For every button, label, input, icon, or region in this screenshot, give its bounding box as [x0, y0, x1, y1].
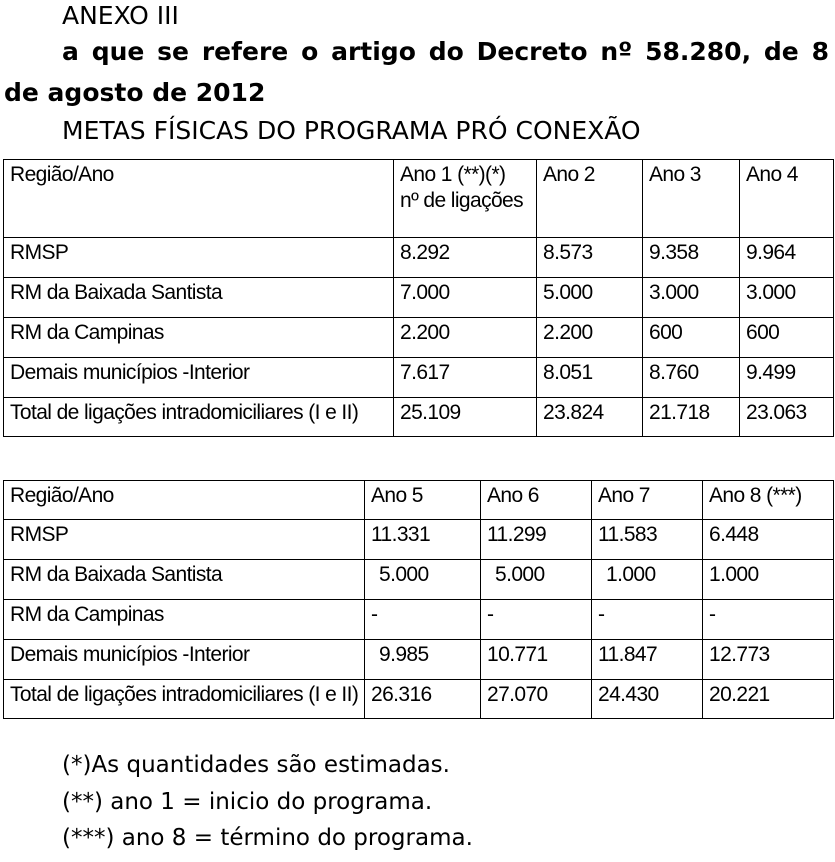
header-year-6: Ano 6 — [481, 481, 592, 520]
cell-year-7: 11.583 — [592, 520, 703, 560]
cell-year-3: 3.000 — [643, 278, 740, 318]
annex-title: ANEXO III — [62, 1, 179, 30]
header-year-2: Ano 2 — [537, 160, 643, 238]
table-row — [4, 600, 834, 640]
cell-year-4: 9.499 — [740, 358, 834, 398]
table-header-row — [4, 481, 834, 520]
row-region: Demais municípios -Interior — [4, 358, 394, 398]
row-region: RM da Baixada Santista — [4, 560, 365, 600]
footnote-program-start: (**) ano 1 = inicio do programa. — [62, 789, 433, 815]
cell-year-7: 24.430 — [592, 680, 703, 719]
cell-year-5: 26.316 — [365, 680, 481, 719]
decree-reference-line1: a que se refere o artigo do Decreto nº 58.280, de 8 — [62, 37, 829, 66]
cell-year-2: 8.573 — [537, 238, 643, 278]
row-region: RMSP — [4, 238, 394, 278]
cell-year-5: - — [365, 600, 481, 640]
header-year-1 — [394, 160, 537, 238]
cell-year-1: 7.000 — [394, 278, 537, 318]
row-region: Total de ligações intradomiciliares (I e II) — [4, 680, 365, 719]
cell-year-1: 2.200 — [394, 318, 537, 358]
header-year-8: Ano 8 (***) — [703, 481, 834, 520]
cell-year-8: 6.448 — [703, 520, 834, 560]
cell-year-1: 8.292 — [394, 238, 537, 278]
row-region: RM da Campinas — [4, 318, 394, 358]
cell-year-1: 7.617 — [394, 358, 537, 398]
header-year-4: Ano 4 — [740, 160, 834, 238]
row-region: RM da Campinas — [4, 600, 365, 640]
cell-year-3: 21.718 — [643, 398, 740, 437]
footnote-program-end: (***) ano 8 = término do programa. — [62, 825, 473, 851]
cell-year-3: 600 — [643, 318, 740, 358]
cell-year-7: 1.000 — [592, 560, 703, 600]
decree-reference-line2: de agosto de 2012 — [4, 78, 266, 107]
cell-year-2: 2.200 — [537, 318, 643, 358]
cell-year-1: 25.109 — [394, 398, 537, 437]
header-year-1-label: Ano 1 (**)(*) — [400, 163, 506, 186]
table-total-row — [4, 680, 834, 719]
cell-year-8: 1.000 — [703, 560, 834, 600]
table-row — [4, 318, 834, 358]
header-region: Região/Ano — [4, 160, 394, 238]
row-region: RM da Baixada Santista — [4, 278, 394, 318]
cell-year-6: 10.771 — [481, 640, 592, 680]
table-row — [4, 278, 834, 318]
cell-year-4: 23.063 — [740, 398, 834, 437]
table-row — [4, 520, 834, 560]
header-year-5: Ano 5 — [365, 481, 481, 520]
cell-year-5: 11.331 — [365, 520, 481, 560]
header-year-7: Ano 7 — [592, 481, 703, 520]
table-total-row — [4, 398, 834, 437]
cell-year-6: 11.299 — [481, 520, 592, 560]
cell-year-4: 3.000 — [740, 278, 834, 318]
goals-table-years-5-8 — [3, 480, 834, 719]
header-region: Região/Ano — [4, 481, 365, 520]
header-year-3: Ano 3 — [643, 160, 740, 238]
cell-year-8: - — [703, 600, 834, 640]
table-row — [4, 560, 834, 600]
table-row — [4, 358, 834, 398]
goals-table-years-1-4 — [3, 159, 834, 437]
cell-year-7: 11.847 — [592, 640, 703, 680]
cell-year-3: 8.760 — [643, 358, 740, 398]
header-year-1-sublabel: nº de ligações — [400, 189, 524, 212]
cell-year-6: 5.000 — [481, 560, 592, 600]
table-header-row — [4, 160, 834, 238]
cell-year-3: 9.358 — [643, 238, 740, 278]
cell-year-2: 8.051 — [537, 358, 643, 398]
cell-year-2: 23.824 — [537, 398, 643, 437]
cell-year-5: 5.000 — [365, 560, 481, 600]
cell-year-4: 600 — [740, 318, 834, 358]
cell-year-7: - — [592, 600, 703, 640]
cell-year-8: 20.221 — [703, 680, 834, 719]
row-region: Demais municípios -Interior — [4, 640, 365, 680]
table-row — [4, 238, 834, 278]
row-region: Total de ligações intradomiciliares (I e II) — [4, 398, 394, 437]
footnote-estimated: (*)As quantidades são estimadas. — [62, 752, 450, 778]
cell-year-6: 27.070 — [481, 680, 592, 719]
table-row — [4, 640, 834, 680]
cell-year-8: 12.773 — [703, 640, 834, 680]
cell-year-4: 9.964 — [740, 238, 834, 278]
document-subtitle: METAS FÍSICAS DO PROGRAMA PRÓ CONEXÃO — [62, 116, 641, 145]
cell-year-6: - — [481, 600, 592, 640]
cell-year-2: 5.000 — [537, 278, 643, 318]
cell-year-5: 9.985 — [365, 640, 481, 680]
row-region: RMSP — [4, 520, 365, 560]
